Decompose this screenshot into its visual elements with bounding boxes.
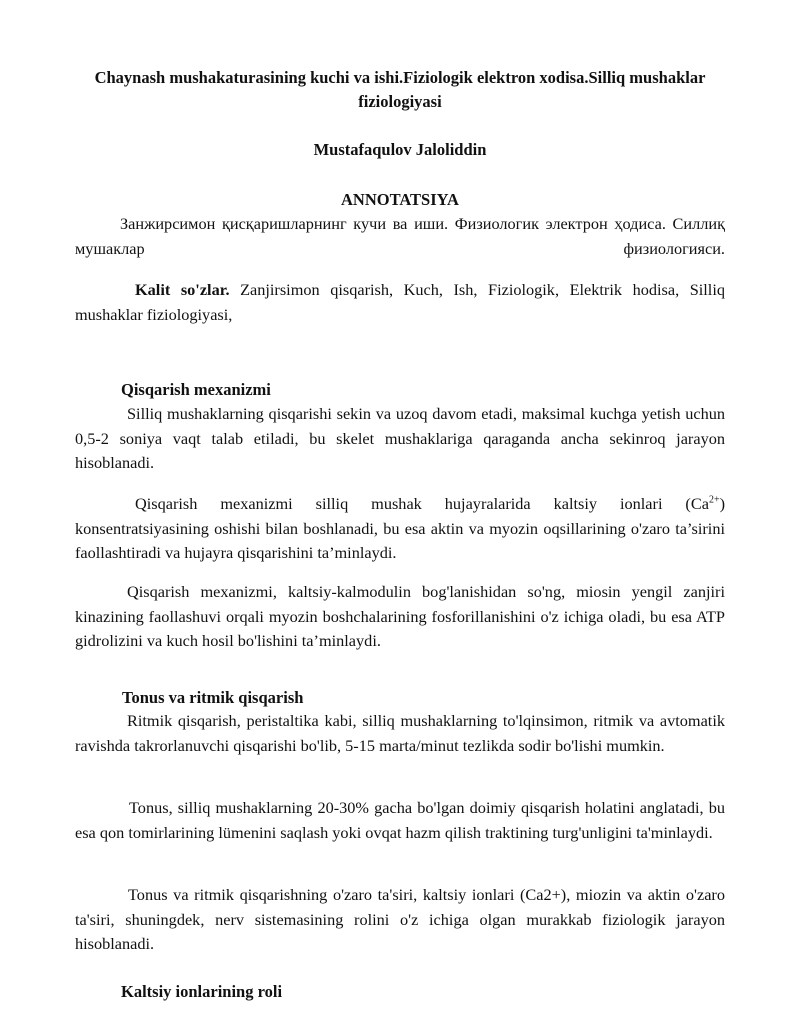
mechanism-paragraph-3: Qisqarish mexanizmi, kaltsiy-kalmodulin bog'lanishidan so'ng, miosin yengil zanjiri kinazining faollashuvi orqali myozin boshchalarining fosforillanishini o'z ichiga oladi, bu esa ATP gidrolizini va kuch hosil bo'lishini ta’minlaydi. (75, 582, 725, 650)
mechanism-p2-start: Qisqarish mexanizmi silliq mushak hujayralarida kaltsiy ionlari (Ca (135, 494, 709, 513)
paper-title: Chaynash mushakaturasining kuchi va ishi.Fiziologik elektron xodisa.Silliq mushaklar fiziologiyasi (94, 68, 706, 111)
mechanism-paragraph-1: Silliq mushaklarning qisqarishi sekin va uzoq davom etadi, maksimal kuchga yetish uchun 0,5-2 soniya vaqt talab etiladi, bu skelet mushaklariga qaraganda ancha sekinroq jarayon hisoblanadi. (75, 404, 725, 472)
annotation-heading: ANNOTATSIYA (341, 190, 459, 209)
keywords-paragraph (75, 278, 725, 327)
tonus-paragraph-1: Ritmik qisqarish, peristaltika kabi, silliq mushaklarning to'lqinsimon, ritmik va avtomatik ravishda takrorlanuvchi qisqarishi bo'lib, 5-15 marta/minut tezlikda sodir bo'lishi mumkin. (75, 711, 725, 755)
keywords-text: Zanjirsimon qisqarish, Kuch, Ish, Fiziologik, Elektrik hodisa, Silliq mushaklar fiziologiyasi, (75, 280, 725, 324)
keywords-label: Kalit so'zlar. (135, 280, 230, 299)
section-heading-tonus: Tonus va ritmik qisqarish (122, 688, 304, 707)
calcium-charge-superscript: 2+ (708, 494, 720, 506)
mechanism-paragraph-2 (75, 492, 725, 566)
mechanism-p2-end: ) konsentratsiyasining oshishi bilan boshlanadi, bu esa aktin va myozin oqsillarining o'zaro ta’sirini faollashtiradi va hujayra qisqarishini ta’minlaydi. (75, 494, 725, 562)
tonus-paragraph-3: Tonus va ritmik qisqarishning o'zaro ta'siri, kaltsiy ionlari (Ca2+), miozin va aktin o'zaro ta'siri, shuningdek, nerv sistemasining rolini o'z ichiga olgan murakkab fiziologik jarayon hisoblanadi. (75, 885, 725, 953)
tonus-paragraph-2: Tonus, silliq mushaklarning 20-30% gacha bo'lgan doimiy qisqarish holatini anglatadi, bu esa qon tomirlarining lümenini saqlash yoki ovqat hazm qilish traktining turg'unligini ta'minlaydi. (75, 798, 725, 842)
annotation-paragraph: Занжирсимон қисқаришларнинг кучи ва иши. Физиологик электрон ҳодиса. Силлиқ мушаклар физиологияси. (75, 214, 725, 258)
section-heading-mechanism: Qisqarish mexanizmi (121, 380, 271, 399)
author-name: Mustafaqulov Jaloliddin (313, 140, 487, 159)
section-heading-calcium: Kaltsiy ionlarining roli (121, 982, 283, 1001)
